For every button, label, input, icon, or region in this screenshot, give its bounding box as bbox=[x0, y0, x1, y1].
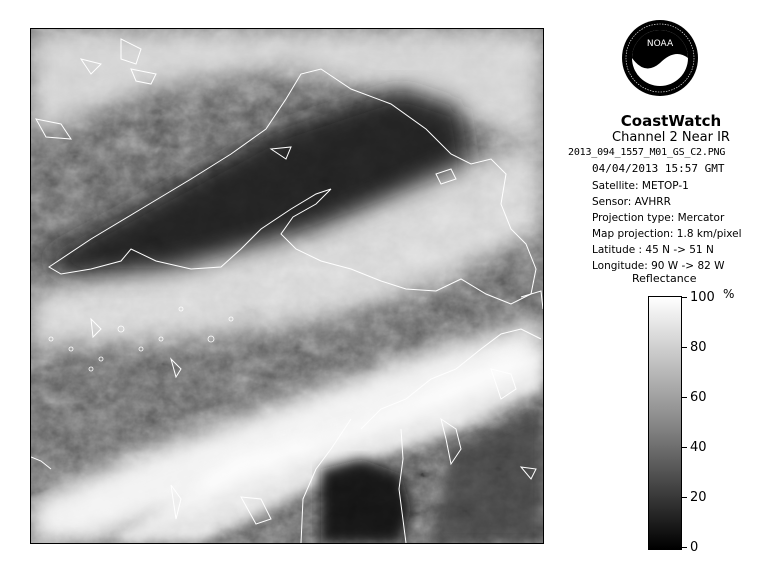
colorbar-tick bbox=[681, 497, 687, 498]
colorbar bbox=[648, 296, 682, 550]
colorbar-tick bbox=[681, 397, 687, 398]
satellite-image bbox=[30, 28, 544, 544]
colorbar-tick-label: 80 bbox=[690, 340, 707, 355]
satellite-label: Satellite: METOP-1 bbox=[592, 180, 689, 192]
satellite-image-svg bbox=[31, 29, 543, 543]
colorbar-tick bbox=[681, 547, 687, 548]
colorbar-tick-label: 100 bbox=[690, 290, 715, 305]
colorbar-tick bbox=[681, 347, 687, 348]
noaa-logo-icon bbox=[620, 18, 700, 98]
file-name: 2013_094_1557_M01_GS_C2.PNG bbox=[568, 147, 726, 158]
channel-subtitle: Channel 2 Near IR bbox=[612, 130, 730, 145]
colorbar-tick bbox=[681, 297, 687, 298]
sensor-label: Sensor: AVHRR bbox=[592, 196, 671, 208]
product-title: CoastWatch bbox=[620, 112, 722, 130]
colorbar-tick-label: 40 bbox=[690, 440, 707, 455]
colorbar-tick bbox=[681, 447, 687, 448]
logo-text: NOAA bbox=[646, 39, 674, 49]
date-time: 04/04/2013 15:57 GMT bbox=[592, 162, 725, 175]
projection-label: Projection type: Mercator bbox=[592, 212, 725, 224]
colorbar-tick-label: 20 bbox=[690, 490, 707, 505]
map-projection-label: Map projection: 1.8 km/pixel bbox=[592, 228, 742, 240]
colorbar-tick-label: 60 bbox=[690, 390, 707, 405]
colorbar-tick-label: 0 bbox=[690, 540, 699, 555]
colorbar-unit: % bbox=[723, 287, 735, 301]
longitude-label: Longitude: 90 W -> 82 W bbox=[592, 260, 725, 272]
latitude-label: Latitude : 45 N -> 51 N bbox=[592, 244, 714, 256]
colorbar-title: Reflectance bbox=[632, 272, 697, 285]
